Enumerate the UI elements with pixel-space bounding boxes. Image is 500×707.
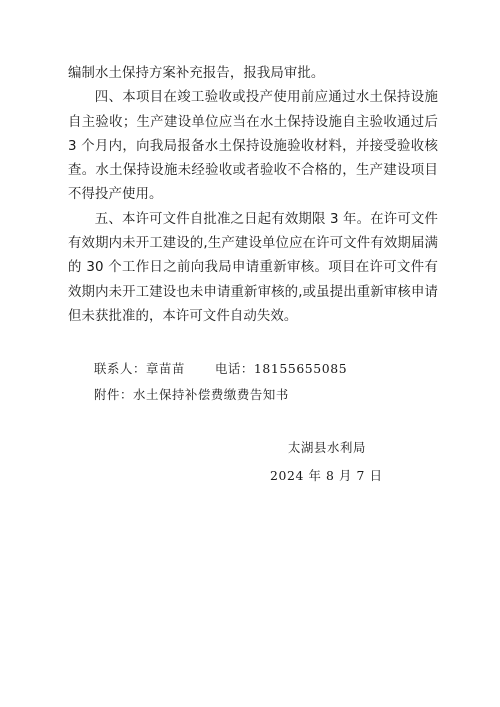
attachment-line: 附件：水土保持补偿费缴费告知书 <box>94 387 289 402</box>
contact-phone: 电话：18155655085 <box>214 361 348 376</box>
paragraph-item-four: 四、本项目在竣工验收或投产使用前应通过水土保持设施自主验收；生产建设单位应当在水土保持设施自主验收通过后 3 个月内，向我局报备水土保持设施验收材料，并接受验收核查。水土保持设施未经验收或者验收不合格的，生产建设项目不得投产使用。 <box>68 90 438 203</box>
signature-block <box>270 434 410 490</box>
issuing-organization: 太湖县水利局 <box>288 440 366 455</box>
contact-row <box>94 356 424 382</box>
issue-date: 2024 年 8 月 7 日 <box>270 468 383 483</box>
document-body <box>68 62 438 329</box>
contact-person: 联系人：章苗苗 <box>94 361 185 376</box>
contact-block <box>94 356 424 408</box>
paragraph-continuation: 编制水土保持方案补充报告，报我局审批。 <box>68 66 325 81</box>
paragraph-item-five: 五、本许可文件自批准之日起有效期限 3 年。在许可文件有效期内未开工建设的,生产建设单位应在许可文件有效期届满的 30 个工作日之前向我局申请重新审核。项目在许可文件有效期内未开工建设也未申请重新审核的,或虽提出重新审核申请但未获批准的，本许可文件自动失效。 <box>68 211 438 324</box>
